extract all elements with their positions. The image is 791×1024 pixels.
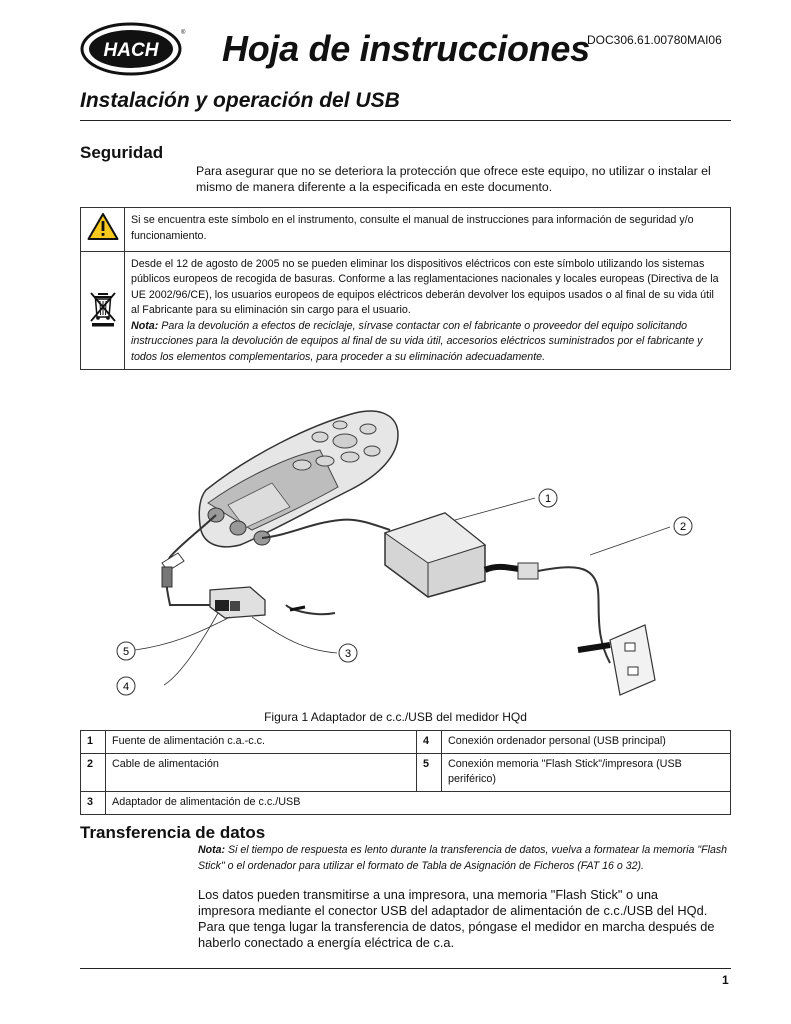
svg-text:®: ® (181, 30, 186, 36)
legend-number: 5 (417, 754, 442, 792)
legend-label: Fuente de alimentación c.a.-c.c. (106, 731, 417, 754)
page-number: 1 (722, 973, 729, 987)
power-supply-illustration (385, 513, 485, 597)
legend-label: Conexión ordenador personal (USB principal) (442, 731, 731, 754)
callout-2: 2 (679, 521, 687, 533)
warning-triangle-icon (87, 212, 119, 241)
transfer-note-text: Si el tiempo de respuesta es lento durante la transferencia de datos, vuelva a formatear la memoria "Flash Stick" o el ordenador para utilizar el formato de Tabla de Asignación de Ficheros (FAT 16 o 32). (198, 844, 728, 872)
table-row (81, 792, 731, 815)
callout-5: 5 (122, 646, 130, 658)
table-row (81, 731, 731, 754)
callout-4: 4 (122, 681, 130, 693)
legend-label: Cable de alimentación (106, 754, 417, 792)
legend-number: 1 (81, 731, 106, 754)
hach-logo (80, 22, 186, 76)
callout-1: 1 (544, 493, 552, 505)
hqd-meter-illustration (199, 411, 398, 547)
usb-adapter-figure (122, 395, 720, 695)
table-row (81, 251, 731, 370)
note-label: Nota: (198, 844, 226, 856)
figure-legend-table (80, 730, 731, 815)
page-title: Hoja de instrucciones (222, 28, 590, 69)
wall-outlet-illustration (610, 625, 655, 695)
legend-number: 4 (417, 731, 442, 754)
table-row (81, 754, 731, 792)
figure-caption: Figura 1 Adaptador de c.c./USB del medidor HQd (264, 710, 527, 724)
legend-label: Conexión memoria "Flash Stick"/impresora (USB periférico) (442, 754, 731, 792)
security-intro: Para asegurar que no se deteriora la protección que ofrece este equipo, no utilizar o instalar el mismo de manera diferente a la especificada en este documento. (196, 164, 711, 194)
weee-disposal-text: Desde el 12 de agosto de 2005 no se pueden eliminar los dispositivos eléctricos con este símbolo utilizando los sistemas públicos europeos de recogida de basuras. Conforme a las reglamentaciones nacionales y locales europeas (Directiva de la UE 2002/96/CE), los usuarios europeos de equipos eléctricos deberán devolver los equipos usados o al final de su vida útil al Fabricante para su eliminación sin cargo para el usuario. (131, 257, 719, 316)
legend-number: 3 (81, 792, 106, 815)
safety-warning-text: Si se encuentra este símbolo en el instrumento, consulte el manual de instrucciones para información de seguridad y/o funcionamiento. (125, 208, 731, 252)
transfer-body-text: Los datos pueden transmitirse a una impresora, una memoria "Flash Stick" o una impresora mediante el conector USB del adaptador de alimentación de c.c./USB del HQd. Para que tenga lugar la transferencia de datos, póngase el medidor en marcha después de haberlo conectado a energía eléctrica de c.a. (198, 887, 715, 950)
legend-number: 2 (81, 754, 106, 792)
crossed-bin-icon (88, 288, 118, 328)
document-subtitle: Instalación y operación del USB (80, 89, 400, 112)
section-title-security: Seguridad (80, 143, 164, 162)
logo-text: HACH (103, 40, 159, 61)
callout-3: 3 (344, 648, 352, 660)
note-label: Nota: (131, 319, 159, 332)
safety-symbols-table (80, 207, 731, 370)
table-row (81, 208, 731, 252)
footer-divider (80, 968, 731, 969)
section-title-transfer: Transferencia de datos (80, 823, 266, 842)
header-divider (80, 120, 731, 121)
legend-label: Adaptador de alimentación de c.c./USB (106, 792, 731, 815)
weee-note-text: Para la devolución a efectos de reciclaje, sírvase contactar con el fabricante o proveedor del equipo solicitando instrucciones para la devolución de equipos al final de su vida útil, accesorios eléctricos suministrados por el fabricante y todos los elementos complementarios, para proceder a su eliminación adecuadamente. (131, 319, 703, 363)
document-code: DOC306.61.00780MAI06 (587, 33, 722, 47)
